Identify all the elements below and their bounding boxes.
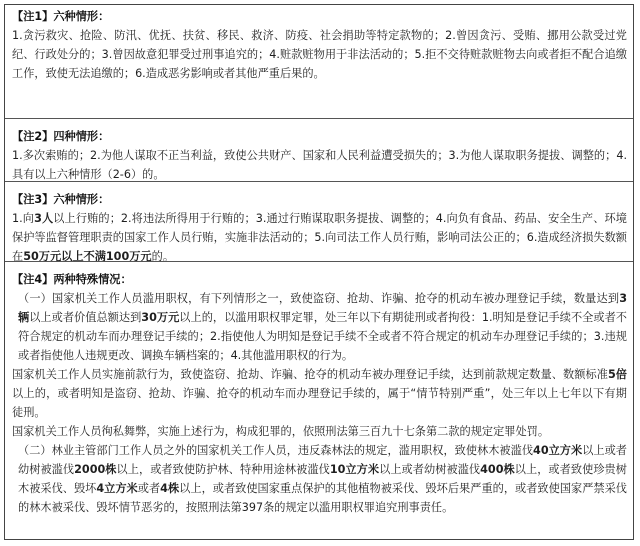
note-4-case-2: （二）林业主管部门工作人员之外的国家机关工作人员，违反森林法的规定，滥用职权，致使林木被滥伐40立方米以上或者幼树被滥伐2000株以上，或者致使防护林、特种用途林被滥伐10立方米以上或者幼树被滥伐400株以上，或者致使珍贵树木被采伐、毁坏4立方米或者4株以上，或者致使国家重点保护的其他植物被采伐、毁坏后果严重的，或者致使国家严禁采伐的林木被采伐、毁坏情节恶劣的，按照刑法第397条的规定以滥用职权罪追究刑事责任。	[18, 444, 627, 514]
note-1	[5, 5, 633, 95]
note-3	[5, 182, 633, 266]
note-1-title: 【注1】六种情形：	[12, 10, 110, 23]
note-2-title: 【注2】四种情形：	[12, 130, 110, 143]
note-4-case-1: （一）国家机关工作人员滥用职权，有下列情形之一，致使盗窃、抢劫、诈骗、抢夺的机动车被办理登记手续，数量达到3辆以上或者价值总额达到30万元以上的，以滥用职权罪定罪，处三年以下有期徒刑或者拘役：1.明知是登记手续不全或者不符合规定的机动车而办理登记手续的；2.指使他人为明知是登记手续不全或者不符合规定的机动车办理登记手续的；3.违规或者指使他人违规更改、调换车辆档案的；4.其他滥用职权的行为。	[18, 292, 627, 362]
note-3-text: 1.向3人以上行贿的；2.将违法所得用于行贿的；3.通过行贿谋取职务提拔、调整的；4.向负有食品、药品、安全生产、环境保护等监督管理职责的国家工作人员行贿，实施非法活动的；5.向司法工作人员行贿，影响司法公正的；6.造成经济损失数额在50万元以上不满100万元的。	[12, 212, 627, 263]
note-4	[5, 262, 633, 541]
note-2-text: 1.多次索贿的；2.为他人谋取不正当利益，致使公共财产、国家和人民利益遭受损失的；3.为他人谋取职务提拔、调整的；4.具有以上六种情形（2-6）的。	[12, 149, 627, 181]
note-2	[5, 119, 633, 185]
note-4-case-1-favoritism: 国家机关工作人员徇私舞弊，实施上述行为，构成犯罪的，依照刑法第三百九十七条第二款的规定定罪处罚。	[12, 425, 550, 438]
note-3-title: 【注3】六种情形：	[12, 193, 110, 206]
notes-table	[4, 4, 634, 540]
note-4-title: 【注4】两种特殊情况：	[12, 273, 132, 286]
note-1-text: 1.贪污救灾、抢险、防汛、优抚、扶贫、移民、救济、防疫、社会捐助等特定款物的；2.曾因贪污、受贿、挪用公款受过党纪、行政处分的；3.曾因故意犯罪受过刑事追究的；4.赃款赃物用于非法活动的；5.拒不交待赃款赃物去向或者拒不配合追缴工作，致使无法追缴的；6.造成恶劣影响或者其他严重后果的。	[12, 29, 627, 80]
note-4-case-1-serious: 国家机关工作人员实施前款行为，致使盗窃、抢劫、诈骗、抢夺的机动车被办理登记手续，达到前款规定数量、数额标准5倍以上的，或者明知是盗窃、抢劫、诈骗、抢夺的机动车而办理登记手续的，属于“情节特别严重”，处三年以上七年以下有期徒刑。	[12, 368, 627, 419]
